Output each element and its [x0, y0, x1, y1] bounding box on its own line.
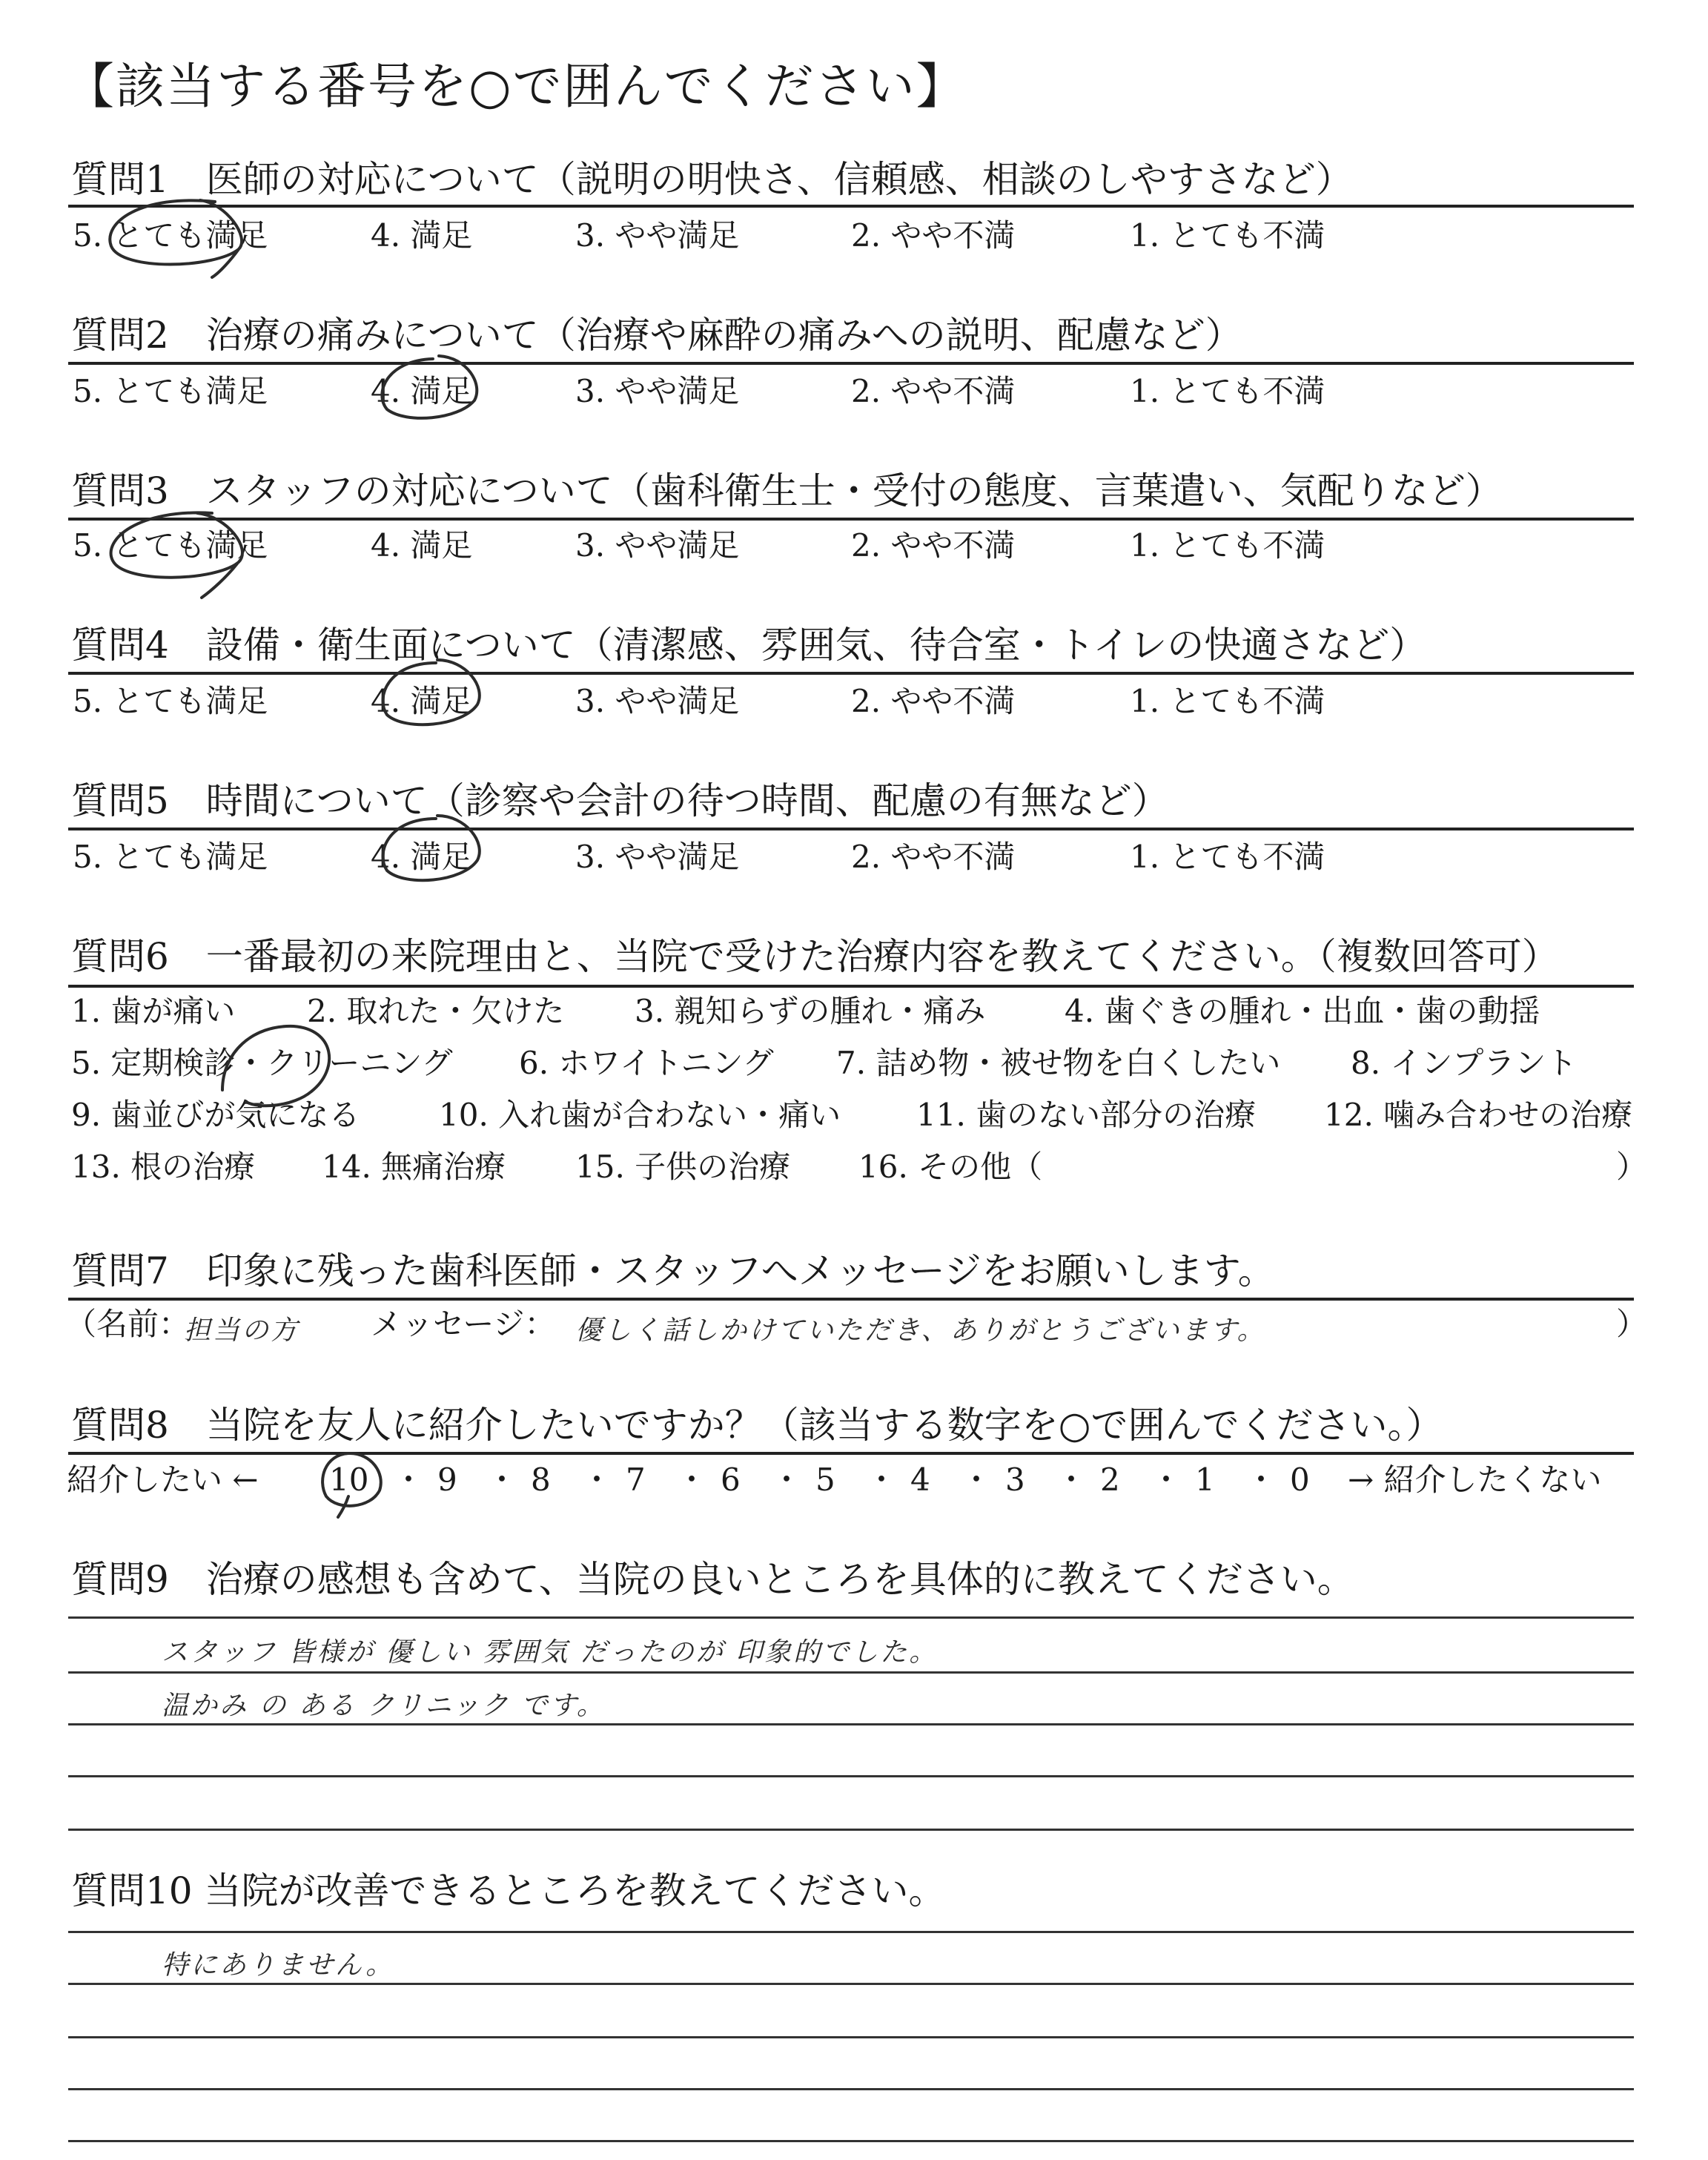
q8-scale-2[interactable]: 2 [1100, 1462, 1120, 1498]
q8-scale-7[interactable]: 7 [626, 1462, 646, 1498]
q8-left-label: 紹介したい ← [67, 1462, 259, 1498]
q1-option-4[interactable]: 4. 満足 [371, 217, 473, 254]
answer-line [68, 2140, 1634, 2142]
question-7-title: 質問7 印象に残った歯科医師・スタッフへメッセージをお願いします。 [71, 1249, 1275, 1292]
q5-option-3[interactable]: 3. やや満足 [575, 839, 740, 875]
answer-line [68, 2036, 1634, 2038]
q1-option-2[interactable]: 2. やや不満 [851, 217, 1016, 254]
q4-option-3[interactable]: 3. やや満足 [575, 683, 740, 719]
q5-option-4[interactable]: 4. 満足 [371, 839, 473, 875]
question-5-title: 質問5 時間について（診察や会計の待つ時間、配慮の有無など） [71, 779, 1169, 822]
q6-item-16[interactable]: 16. その他（ [858, 1149, 1043, 1185]
q2-option-4[interactable]: 4. 満足 [371, 373, 473, 409]
question-6-rule [68, 985, 1634, 988]
q3-option-2[interactable]: 2. やや不満 [851, 527, 1016, 564]
q3-option-4[interactable]: 4. 満足 [371, 527, 473, 564]
q8-dot: ・ [961, 1462, 993, 1498]
q8-scale-8[interactable]: 8 [531, 1462, 551, 1498]
q8-dot: ・ [1056, 1462, 1088, 1498]
question-9-title: 質問9 治療の感想も含めて、当院の良いところを具体的に教えてください。 [71, 1558, 1354, 1601]
answer-line [68, 1931, 1634, 1933]
answer-line [68, 1775, 1634, 1777]
q4-option-1[interactable]: 1. とても不満 [1130, 683, 1325, 719]
q6-item-1[interactable]: 1. 歯が痛い [71, 993, 236, 1029]
question-1-title: 質問1 医師の対応について（説明の明快さ、信頼感、相談のしやすさなど） [71, 158, 1353, 201]
q8-scale-9[interactable]: 9 [437, 1462, 457, 1498]
q4-option-5[interactable]: 5. とても満足 [73, 683, 268, 719]
q4-option-2[interactable]: 2. やや不満 [851, 683, 1016, 719]
q2-option-2[interactable]: 2. やや不満 [851, 373, 1016, 409]
q5-option-5[interactable]: 5. とても満足 [73, 839, 268, 875]
question-2-title: 質問2 治療の痛みについて（治療や麻酔の痛みへの説明、配慮など） [71, 314, 1242, 357]
question-5-rule [68, 828, 1634, 830]
q8-scale-5[interactable]: 5 [815, 1462, 835, 1498]
q5-option-1[interactable]: 1. とても不満 [1130, 839, 1325, 875]
question-8-rule [68, 1452, 1634, 1455]
q7-name-value[interactable]: 担当の方 [184, 1315, 300, 1346]
q8-scale-10[interactable]: 10 [329, 1462, 369, 1498]
q8-scale-3[interactable]: 3 [1005, 1462, 1025, 1498]
q6-item-4[interactable]: 4. 歯ぐきの腫れ・出血・歯の動揺 [1065, 993, 1540, 1029]
answer-line [68, 1723, 1634, 1725]
q4-option-4[interactable]: 4. 満足 [371, 683, 473, 719]
answer-line [68, 1616, 1634, 1619]
q6-item-3[interactable]: 3. 親知らずの腫れ・痛み [635, 993, 986, 1029]
q8-dot: ・ [1245, 1462, 1277, 1498]
q6-item-5[interactable]: 5. 定期検診・クリーニング [71, 1045, 453, 1081]
q6-item-7[interactable]: 7. 詰め物・被せ物を白くしたい [836, 1045, 1281, 1081]
answer-line [68, 2088, 1634, 2090]
q1-option-3[interactable]: 3. やや満足 [575, 217, 740, 254]
q6-item-11[interactable]: 11. 歯のない部分の治療 [916, 1097, 1257, 1133]
q6-item-8[interactable]: 8. インプラント [1351, 1045, 1578, 1081]
q6-item-6[interactable]: 6. ホワイトニング [519, 1045, 774, 1081]
q3-option-3[interactable]: 3. やや満足 [575, 527, 740, 564]
q6-item-9[interactable]: 9. 歯並びが気になる [71, 1097, 360, 1133]
q8-right-label: → 紹介したくない [1348, 1462, 1602, 1498]
q6-item-10[interactable]: 10. 入れ歯が合わない・痛い [439, 1097, 841, 1133]
q6-close-paren: ） [1616, 1149, 1648, 1185]
q8-scale-1[interactable]: 1 [1195, 1462, 1215, 1498]
q7-name-label: （名前： [65, 1306, 191, 1342]
answer-line [68, 1671, 1634, 1674]
question-3-rule [68, 518, 1634, 521]
q8-dot: ・ [866, 1462, 898, 1498]
q6-item-15[interactable]: 15. 子供の治療 [575, 1149, 791, 1185]
question-3-title: 質問3 スタッフの対応について（歯科衛生士・受付の態度、言葉遣い、気配りなど） [71, 469, 1503, 512]
q7-close-paren: ） [1616, 1306, 1648, 1342]
q2-option-3[interactable]: 3. やや満足 [575, 373, 740, 409]
q8-scale-6[interactable]: 6 [721, 1462, 741, 1498]
q8-scale-0[interactable]: 0 [1290, 1462, 1310, 1498]
q8-dot: ・ [1151, 1462, 1182, 1498]
q1-option-5[interactable]: 5. とても満足 [73, 217, 268, 254]
answer-line [68, 1829, 1634, 1831]
q2-option-1[interactable]: 1. とても不満 [1130, 373, 1325, 409]
question-6-title: 質問6 一番最初の来院理由と、当院で受けた治療内容を教えてください。（複数回答可） [71, 935, 1559, 978]
question-4-rule [68, 672, 1634, 675]
q3-option-1[interactable]: 1. とても不満 [1130, 527, 1325, 564]
question-1-rule [68, 205, 1634, 208]
q9-answer-line-2[interactable]: 温かみ の ある クリニック です。 [162, 1691, 606, 1721]
q2-option-5[interactable]: 5. とても満足 [73, 373, 268, 409]
q6-item-13[interactable]: 13. 根の治療 [71, 1149, 256, 1185]
q10-answer-line-1[interactable]: 特にありません。 [162, 1950, 395, 1981]
q8-dot: ・ [581, 1462, 613, 1498]
q6-item-12[interactable]: 12. 噛み合わせの治療 [1324, 1097, 1633, 1133]
answer-line [68, 1983, 1634, 1985]
q8-dot: ・ [676, 1462, 708, 1498]
q7-message-label: メッセージ： [371, 1306, 556, 1342]
q3-option-5[interactable]: 5. とても満足 [73, 527, 268, 564]
question-7-rule [68, 1298, 1634, 1301]
q5-option-2[interactable]: 2. やや不満 [851, 839, 1016, 875]
q6-item-14[interactable]: 14. 無痛治療 [322, 1149, 506, 1185]
question-4-title: 質問4 設備・衛生面について（清潔感、雰囲気、待合室・トイレの快適さなど） [71, 624, 1427, 667]
q8-dot: ・ [393, 1462, 425, 1498]
question-10-title: 質問10 当院が改善できるところを教えてください。 [71, 1869, 946, 1912]
q8-dot: ・ [771, 1462, 803, 1498]
q1-option-1[interactable]: 1. とても不満 [1130, 217, 1325, 254]
q6-item-2[interactable]: 2. 取れた・欠けた [307, 993, 565, 1029]
q8-dot: ・ [486, 1462, 518, 1498]
question-8-title: 質問8 当院を友人に紹介したいですか？（該当する数字を○で囲んでください。） [71, 1404, 1443, 1447]
page-heading: 【該当する番号を○で囲んでください】 [65, 58, 967, 115]
question-2-rule [68, 362, 1634, 365]
q7-message-value[interactable]: 優しく話しかけていただき、ありがとうございます。 [575, 1315, 1266, 1346]
q9-answer-line-1[interactable]: スタッフ 皆様が 優しい 雰囲気 だったのが 印象的でした。 [162, 1637, 939, 1668]
q8-scale-4[interactable]: 4 [910, 1462, 930, 1498]
